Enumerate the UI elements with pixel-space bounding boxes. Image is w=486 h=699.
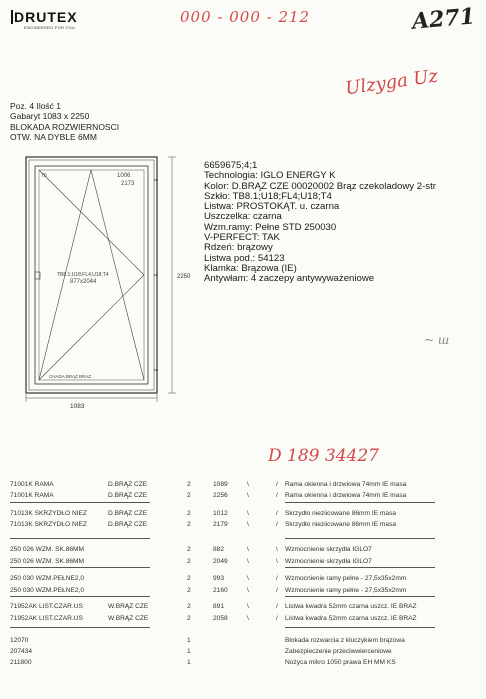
part-desc: Blokada rozwarcia z kluczykiem brązowa [285, 637, 405, 644]
spec-line: Antywłam: 4 zaczepy antywyważeniowe [204, 273, 375, 285]
dimension-line: Gabaryt 1083 x 2250 [10, 111, 90, 122]
part-len: 2058 [213, 615, 228, 622]
part-color: D.BRĄZ CZE [108, 521, 148, 528]
group-divider [10, 538, 150, 539]
spec-line: Listwa: PROSTOKĄT. u. czarna [204, 201, 340, 213]
part-code: 250 030 WZM.PEŁNE2,0 [10, 575, 85, 582]
part-len: 882 [213, 546, 225, 553]
group-divider [10, 596, 150, 597]
spec-line: Listwa pod.: 54123 [204, 252, 285, 264]
part-len: 891 [213, 603, 225, 610]
part-b: / [276, 492, 278, 499]
part-color: W.BRĄZ CZE [108, 603, 149, 610]
spec-line: Kolor: D.BRĄZ CZE 00020002 Brąz czekoladowy 2-str [204, 180, 436, 192]
group-divider [10, 567, 150, 568]
part-desc: Wzmocnienie ramy pełne - 27,5x35x2mm [285, 575, 407, 582]
group-divider [285, 502, 435, 503]
part-desc: Skrzydło nieziicowane 86mm IE masa [285, 510, 397, 517]
part-color: D.BRĄZ CZE [108, 492, 148, 499]
part-a: \ [247, 492, 249, 499]
option-line: BLOKADA ROZWIERNOSCI [10, 121, 120, 132]
part-desc: Listwa kwadra 52mm czarna uszcz. IE BRAZ [285, 603, 417, 610]
part-len: 2256 [213, 492, 228, 499]
part-len: 2179 [213, 521, 228, 528]
part-code: 250 026 WZM. SK.86MM [10, 546, 85, 553]
part-a: \ [247, 575, 249, 582]
part-b: / [276, 575, 278, 582]
part-code: 71952AK LIST.CZAR.US [10, 615, 83, 622]
part-qty: 2 [187, 546, 191, 553]
part-b: \ [276, 546, 278, 553]
handle-label: CHADA BRĄZ BRAZ [49, 374, 92, 379]
spec-line: Technologia: IGLO ENERGY K [204, 170, 336, 182]
part-qty: 2 [187, 510, 191, 517]
handwritten-order-id: D 189 34427 [268, 446, 379, 466]
part-desc: Skrzydło nieziicowane 86mm IE masa [285, 521, 397, 528]
part-desc: Wzmocnienie skrzydła IGLO7 [285, 546, 372, 553]
part-a: \ [247, 587, 249, 594]
group-divider [285, 567, 435, 568]
group-divider [10, 627, 150, 628]
part-desc: Zabezpieczenie przeciwwierceniowe [285, 648, 392, 655]
part-b: \ [276, 558, 278, 565]
brand-tagline: ENGINEERED FOR YOU [24, 25, 76, 30]
part-qty: 2 [187, 521, 191, 528]
part-qty: 1 [187, 637, 191, 644]
handwritten-number: 000 - 000 - 212 [180, 8, 311, 26]
part-len: 1089 [213, 481, 228, 488]
part-qty: 2 [187, 481, 191, 488]
group-divider [285, 627, 435, 628]
spec-line: V-PERFECT: TAK [204, 232, 280, 244]
spec-line: Klamka: Brązowa (IE) [204, 262, 297, 274]
part-qty: 2 [187, 587, 191, 594]
part-len: 2049 [213, 558, 228, 565]
part-code: 250 030 WZM.PEŁNE2,0 [10, 587, 85, 594]
part-desc: Listwa kwadra 52mm czarna uszcz. IE BRAZ [285, 615, 417, 622]
part-code: 207434 [10, 648, 33, 655]
handwritten-code: A271 [410, 3, 477, 35]
part-b: / [276, 510, 278, 517]
part-desc: Wzmocnienie skrzydła IGLO7 [285, 558, 372, 565]
option-line: OTW. NA DYBLE 6MM [10, 131, 97, 142]
part-code: 71013K SKRZYDŁO NIEZ [10, 521, 87, 528]
part-b: / [276, 587, 278, 594]
position-line: Poz. 4 Ilość 1 [10, 101, 62, 111]
group-divider [285, 538, 435, 539]
part-code: 250 026 WZM. SK.86MM [10, 558, 85, 565]
inner-width-label: 1006 [117, 173, 131, 179]
part-a: \ [247, 481, 249, 488]
handwritten-mark: ~ ш [424, 333, 450, 347]
inner-height-label: 2173 [121, 181, 135, 187]
part-b: / [276, 521, 278, 528]
part-qty: 2 [187, 575, 191, 582]
overall-height-label: 2250 [177, 274, 191, 280]
part-code: 71001K RAMA [10, 492, 54, 499]
part-desc: Rama okienna i drzwiowa 74mm IE masa [285, 492, 407, 499]
part-a: \ [247, 510, 249, 517]
glass-label: TB8.1;U18;FL4;U18;T4 [57, 272, 109, 278]
part-desc: Rama okienna i drzwiowa 74mm IE masa [285, 481, 407, 488]
part-code: 71952AK LIST.CZAR.US [10, 603, 83, 610]
part-code: 211800 [10, 659, 32, 666]
part-code: 12070 [10, 637, 29, 644]
part-a: \ [247, 603, 249, 610]
part-a: \ [247, 615, 249, 622]
glass-size-label: 877x2044 [70, 279, 97, 285]
part-qty: 1 [187, 659, 191, 666]
spec-line: Uszczelka: czarna [204, 211, 282, 223]
group-divider [10, 502, 150, 503]
part-b: / [276, 615, 278, 622]
part-len: 1012 [213, 510, 228, 517]
part-b: / [276, 481, 278, 488]
part-desc: Wzmocnienie ramy pełne - 27,5x35x2mm [285, 587, 407, 594]
part-len: 2160 [213, 587, 228, 594]
part-color: D.BRĄZ CZE [108, 510, 148, 517]
part-len: 993 [213, 575, 225, 582]
brand-logo: DRUTEX [14, 9, 78, 25]
part-b: / [276, 603, 278, 610]
handwritten-signature: Ulzyga Uz [343, 65, 440, 100]
part-qty: 2 [187, 603, 191, 610]
group-divider [285, 596, 435, 597]
part-qty: 1 [187, 648, 191, 655]
part-color: W.BRĄZ CZE [108, 615, 149, 622]
spec-line: Szkło: TB8.1;U18;FL4;U18;T4 [204, 190, 332, 202]
part-color: D.BRĄZ CZE [108, 481, 148, 488]
opening-line [39, 275, 144, 380]
overall-width-label: 1083 [70, 403, 85, 410]
part-qty: 2 [187, 492, 191, 499]
part-code: 71013K SKRZYDŁO NIEZ [10, 510, 87, 517]
part-desc: Nożyca mikro 1050 prawa EH MM KS [285, 659, 396, 666]
part-code: 71001K RAMA [10, 481, 54, 488]
corner-label: 70 [41, 173, 47, 179]
part-a: \ [247, 546, 249, 553]
spec-line: Rdzeń: brązowy [204, 242, 273, 254]
spec-line: 6659675;4;1 [204, 160, 258, 171]
part-a: \ [247, 558, 249, 565]
part-qty: 2 [187, 558, 191, 565]
specification [204, 161, 436, 285]
part-a: \ [247, 521, 249, 528]
part-qty: 2 [187, 615, 191, 622]
spec-line: Wzm.ramy: Pełne STD 250030 [204, 221, 337, 233]
